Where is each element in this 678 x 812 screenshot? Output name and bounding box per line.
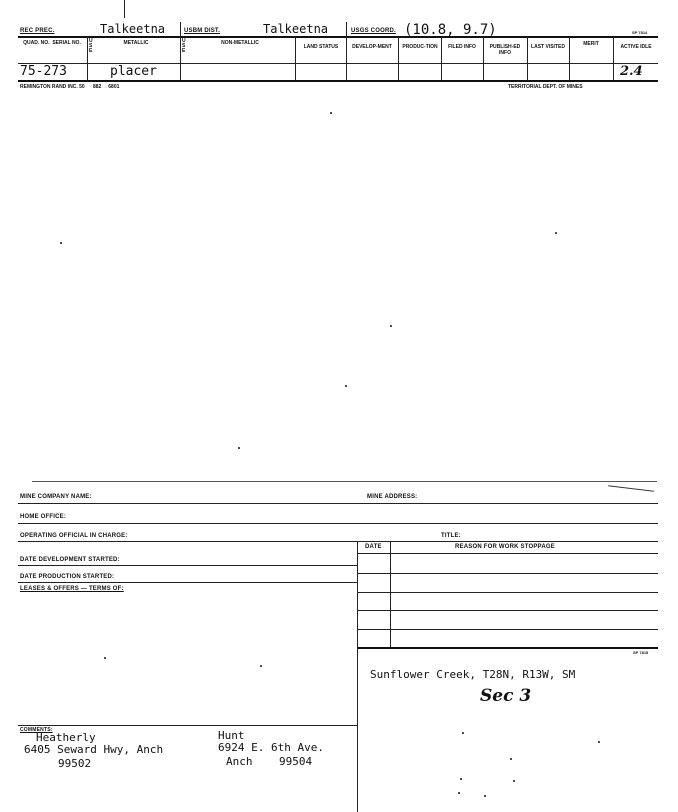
divider [613, 37, 614, 80]
form-code-top: SP 7814 [632, 30, 648, 35]
col-metallic: METALLIC [123, 40, 149, 46]
date-production-label: DATE PRODUCTION STARTED: [20, 574, 115, 580]
owner2-address-2: Anch 99504 [226, 755, 313, 768]
speck [260, 665, 262, 667]
title-label: TITLE: [441, 533, 461, 539]
dept-imprint: TERRITORIAL DEPT. OF MINES [508, 84, 583, 90]
speck [513, 780, 515, 782]
col-non-metallic: NON-METALLIC [221, 40, 259, 46]
rule-line [18, 582, 358, 583]
speck [598, 741, 600, 743]
form-code-bottom: SP 7815 [633, 650, 649, 655]
speck [555, 232, 557, 234]
divider [441, 37, 442, 80]
rule-line [18, 725, 358, 726]
divider [346, 22, 347, 36]
date-development-label: DATE DEVELOPMENT STARTED: [20, 557, 120, 563]
rule-line [357, 573, 658, 574]
owner1-address-2: 99502 [58, 757, 92, 770]
printer-name: REMINGTON RAND INC. 50 [20, 84, 85, 90]
col-published-info: PUBLISH-ED INFO [489, 44, 521, 56]
rule-line [357, 647, 658, 649]
divider [180, 22, 181, 36]
divider [527, 37, 528, 80]
col-serial: SERIAL NO. [52, 40, 81, 46]
col-filed-info: FILED INFO [448, 44, 476, 50]
rule-line [32, 481, 657, 482]
divider [346, 37, 347, 80]
divider [398, 37, 399, 80]
col-merit: MERIT [583, 41, 599, 47]
active-mark-handwritten: 2.4 [620, 64, 643, 79]
usgs-coord-value: (10.8, 9.7) [404, 22, 497, 38]
rec-prec-value: Talkeetna [100, 22, 166, 36]
location-value: Sunflower Creek, T28N, R13W, SM [370, 668, 576, 681]
col-last-visited: LAST VISITED [531, 44, 565, 50]
rule-line [357, 553, 658, 554]
mine-address-label: MINE ADDRESS: [367, 494, 418, 500]
speck [462, 732, 464, 734]
speck [484, 795, 486, 797]
owner2-name: Hunt [218, 729, 245, 742]
rule-line [357, 610, 658, 611]
section-handwritten: Sec 3 [480, 686, 532, 706]
col-uses-2: U S E [182, 38, 186, 54]
divider [357, 648, 358, 812]
col-development: DEVELOP-MENT [352, 44, 392, 50]
divider [483, 37, 484, 80]
col-production: PRODUC-TION [402, 44, 438, 50]
divider [390, 541, 391, 647]
col-active-idle: ACTIVE IDLE [620, 44, 652, 50]
owner2-address-1: 6924 E. 6th Ave. [218, 741, 324, 754]
printer-code-2: 6801 [108, 84, 120, 90]
speck [330, 112, 332, 114]
metallic-value: placer [110, 64, 157, 79]
rec-prec-label: REC PREC. [20, 28, 55, 34]
usbm-dist-label: USBM DIST. [184, 28, 221, 34]
speck [238, 447, 240, 449]
rule-line [357, 592, 658, 593]
leases-label: LEASES & OFFERS — TERMS OF: [20, 586, 124, 592]
home-office-label: HOME OFFICE: [20, 514, 67, 520]
col-quad-serial [19, 40, 85, 46]
owner1-name: Heatherly [36, 731, 96, 744]
divider [295, 37, 296, 80]
top-tick [124, 0, 125, 18]
rule-line [18, 541, 658, 542]
speck [460, 778, 462, 780]
operating-official-label: OPERATING OFFICIAL IN CHARGE: [20, 533, 128, 539]
speck [510, 758, 512, 760]
owner1-address-1: 6405 Seward Hwy, Anch [24, 743, 164, 756]
printer-imprint [20, 84, 119, 90]
divider [87, 37, 88, 80]
col-uses-1: U S E [89, 38, 93, 54]
divider [569, 37, 570, 80]
rule-line [608, 485, 654, 492]
divider [180, 37, 181, 80]
rule-line [18, 503, 658, 504]
divider [357, 541, 358, 647]
rule-line [18, 36, 658, 38]
comments-label: COMMENTS: [20, 727, 53, 733]
usgs-coord-label: USGS COORD. [351, 28, 396, 34]
rule-line [357, 629, 658, 630]
speck [104, 657, 106, 659]
rule-line [18, 523, 658, 524]
usbm-dist-value: Talkeetna [263, 22, 329, 36]
col-quad: QUAD. NO. [23, 40, 50, 46]
col-land-status: LAND STATUS [303, 44, 339, 50]
reason-col-header: REASON FOR WORK STOPPAGE [455, 544, 555, 550]
date-col-header: DATE [365, 544, 382, 550]
quad-serial-value: 75-273 [20, 64, 67, 79]
speck [60, 242, 62, 244]
printer-code-1: 882 [92, 84, 102, 90]
speck [458, 792, 460, 794]
mine-company-label: MINE COMPANY NAME: [20, 494, 92, 500]
rule-line [18, 80, 658, 82]
rule-line [18, 565, 358, 566]
speck [345, 385, 347, 387]
speck [390, 325, 392, 327]
